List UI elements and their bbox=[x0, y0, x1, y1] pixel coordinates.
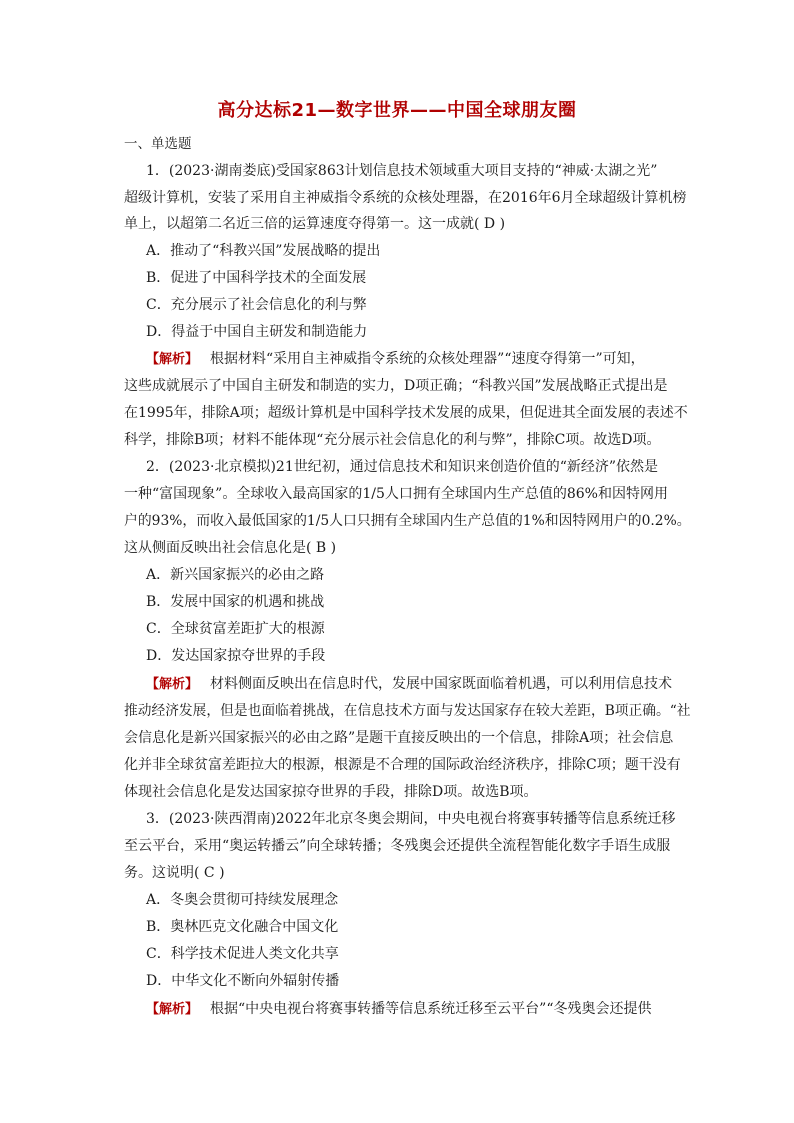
question-stem-line: 至云平台，采用“奥运转播云”向全球转播；冬残奥会还提供全流程智能化数字手语生成服 bbox=[124, 838, 671, 854]
question-stem-line: 3．(2023·陕西渭南)2022年北京冬奥会期间，中央电视台将赛事转播等信息系统迁移 bbox=[146, 811, 676, 827]
analysis-text: 材料侧面反映出在信息时代，发展中国家既面临着机遇，可以利用信息技术 bbox=[210, 676, 673, 692]
question-stem-line: 超级计算机，安装了采用自主神威指令系统的众核处理器，在2016年6月全球超级计算机榜 bbox=[124, 190, 687, 206]
analysis-line: 在1995年，排除A项；超级计算机是中国科学技术发展的成果，但促进其全面发展的表述不 bbox=[124, 405, 688, 421]
option-b: B．促进了中国科学技术的全面发展 bbox=[146, 270, 367, 286]
analysis-line: 体现社会信息化是发达国家掠夺世界的手段，排除D项。故选B项。 bbox=[124, 784, 538, 800]
analysis-line: 这些成就展示了中国自主研发和制造的实力，D项正确；“科教兴国”发展战略正式提出是 bbox=[124, 378, 668, 394]
option-d: D．中华文化不断向外辐射传播 bbox=[146, 973, 340, 989]
option-a: A．推动了“科教兴国”发展战略的提出 bbox=[146, 243, 381, 259]
question-stem-line: 这从侧面反映出社会信息化是( B ) bbox=[124, 540, 337, 556]
analysis-line: 化并非全球贫富差距拉大的根源，根源是不合理的国际政治经济秩序，排除C项；题干没有 bbox=[124, 757, 681, 773]
option-b: B．奥林匹克文化融合中国文化 bbox=[146, 919, 339, 935]
question-stem-line: 1．(2023·湖南娄底)受国家863计划信息技术领域重大项目支持的“神威·太湖之光” bbox=[146, 163, 658, 179]
page-title: 高分达标21—数字世界——中国全球朋友圈 bbox=[217, 100, 577, 121]
option-c: C．充分展示了社会信息化的利与弊 bbox=[146, 297, 367, 313]
option-a: A．冬奥会贯彻可持续发展理念 bbox=[146, 892, 339, 908]
question-stem-line: 2．(2023·北京模拟)21世纪初，通过信息技术和知识来创造价值的“新经济”依然是 bbox=[146, 459, 659, 475]
analysis-text: 根据“中央电视台将赛事转播等信息系统迁移至云平台”“冬残奥会还提供 bbox=[210, 1001, 652, 1017]
option-c: C．全球贫富差距扩大的根源 bbox=[146, 621, 325, 637]
option-d: D．得益于中国自主研发和制造能力 bbox=[146, 324, 368, 340]
option-b: B．发展中国家的机遇和挑战 bbox=[146, 594, 325, 610]
analysis-line bbox=[120, 676, 672, 693]
analysis-tag: 【解析】 bbox=[146, 677, 199, 692]
option-c: C．科学技术促进人类文化共享 bbox=[146, 946, 339, 962]
analysis-line: 科学，排除B项；材料不能体现“充分展示社会信息化的利与弊”，排除C项。故选D项。 bbox=[124, 432, 661, 448]
section-heading: 一、单选题 bbox=[124, 136, 192, 152]
analysis-text: 根据材料“采用自主神威指令系统的众核处理器”“速度夺得第一”可知， bbox=[210, 351, 645, 367]
question-stem-line: 一种“富国现象”。全球收入最高国家的1/5人口拥有全球国内生产总值的86%和因特网用 bbox=[124, 486, 668, 502]
question-stem-line: 单上，以超第二名近三倍的运算速度夺得第一。这一成就( D ) bbox=[124, 216, 506, 232]
analysis-line: 会信息化是新兴国家振兴的必由之路”是题干直接反映出的一个信息，排除A项；社会信息 bbox=[124, 730, 674, 746]
question-stem-line: 户的93%，而收入最低国家的1/5人口只拥有全球国内生产总值的1%和因特网用户的0.2%。 bbox=[124, 513, 691, 529]
option-d: D．发达国家掠夺世界的手段 bbox=[146, 648, 326, 664]
analysis-line bbox=[120, 1001, 652, 1018]
analysis-tag: 【解析】 bbox=[146, 352, 199, 367]
analysis-line: 推动经济发展，但是也面临着挑战，在信息技术方面与发达国家存在较大差距，B项正确。“社 bbox=[124, 703, 691, 719]
analysis-tag: 【解析】 bbox=[146, 1002, 199, 1017]
question-stem-line: 务。这说明( C ) bbox=[124, 865, 225, 881]
option-a: A．新兴国家振兴的必由之路 bbox=[146, 567, 325, 583]
analysis-line bbox=[120, 351, 645, 368]
